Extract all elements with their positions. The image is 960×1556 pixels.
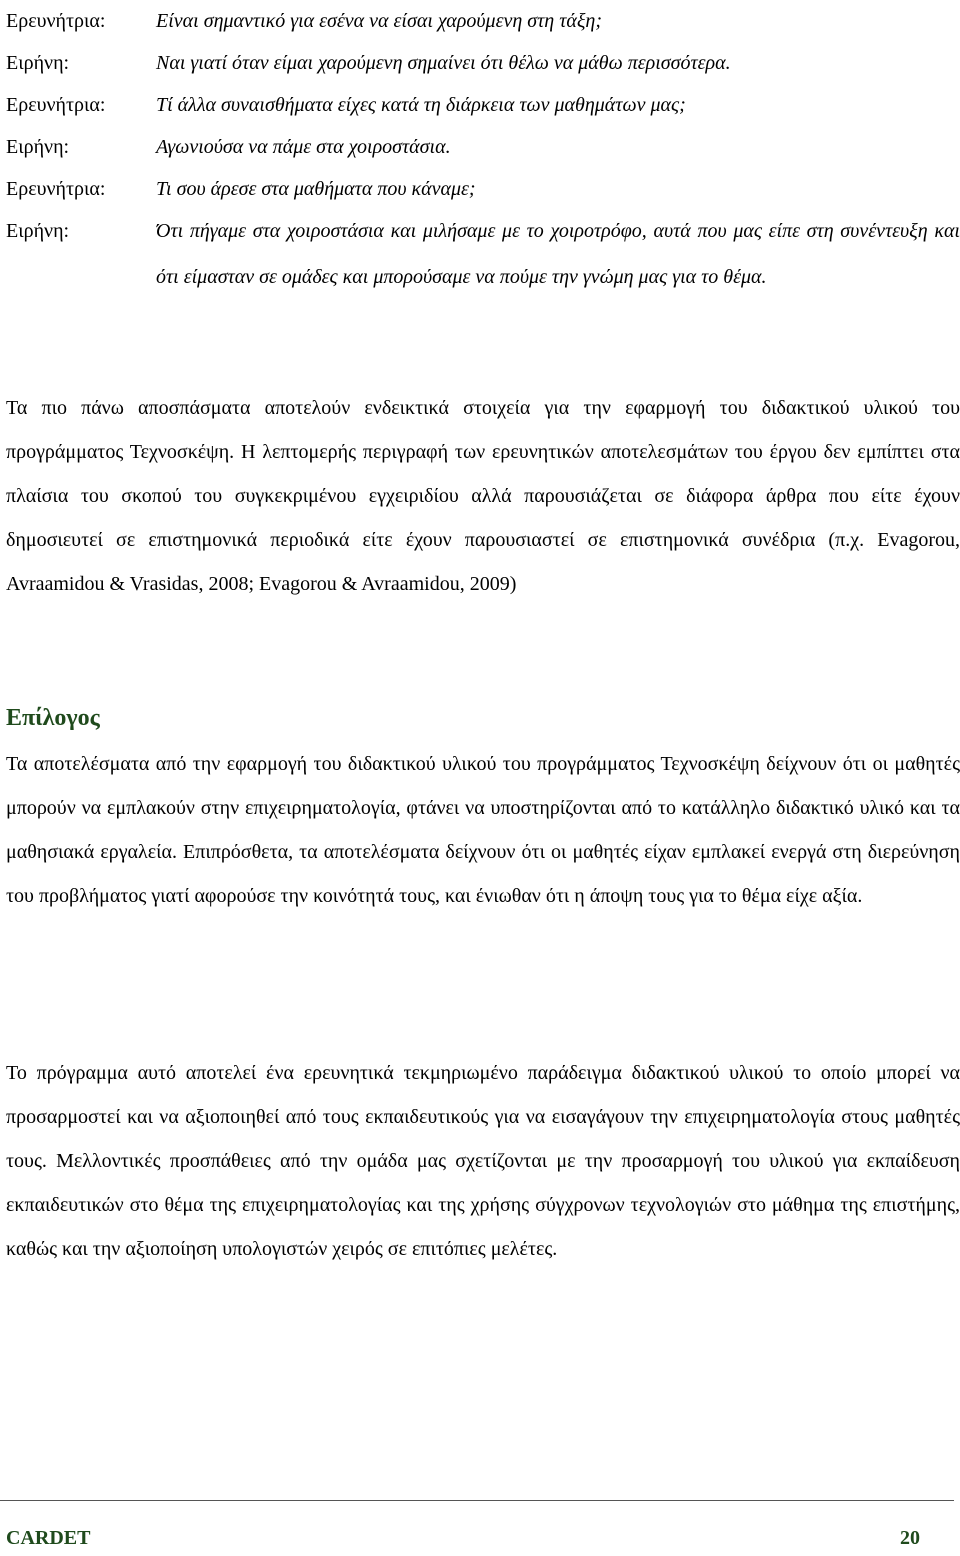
- speaker-label: Ειρήνη:: [6, 52, 70, 74]
- transcript-turn: [6, 0, 960, 42]
- transcript-turn: [6, 208, 960, 300]
- speaker-label: Ερευνήτρια:: [6, 10, 106, 32]
- utterance-text: Είναι σημαντικό για εσένα να είσαι χαρούμενη στη τάξη;: [156, 10, 603, 32]
- speaker-label: Ερευνήτρια:: [6, 94, 106, 116]
- utterance-text: Τί άλλα συναισθήματα είχες κατά τη διάρκεια των μαθημάτων μας;: [156, 94, 686, 116]
- page-number: 20: [900, 1527, 920, 1549]
- transcript-turn: [6, 126, 960, 168]
- transcript-turn: [6, 168, 960, 210]
- speaker-label: Ειρήνη:: [6, 220, 70, 242]
- utterance-text: Ότι πήγαμε στα χοιροστάσια και μιλήσαμε με το χοιροτρόφο, αυτά που μας είπε στη συνέντευξη και ότι είμασταν σε ομάδες και μπορούσαμε να πούμε την γνώμη μας για το θέμα.: [156, 220, 960, 288]
- utterance-text: Ναι γιατί όταν είμαι χαρούμενη σημαίνει ότι θέλω να μάθω περισσότερα.: [156, 52, 731, 74]
- speaker-label: Ερευνήτρια:: [6, 178, 106, 200]
- transcript-turn: [6, 84, 960, 126]
- transcript-turn: [6, 42, 960, 84]
- section-heading: Επίλογος: [6, 705, 100, 731]
- interview-transcript: [6, 0, 960, 300]
- footer-divider: [0, 1500, 954, 1501]
- page-footer: [6, 1524, 920, 1552]
- utterance-text: Αγωνιούσα να πάμε στα χοιροστάσια.: [156, 136, 451, 158]
- intro-paragraph: Τα πιο πάνω αποσπάσματα αποτελούν ενδεικτικά στοιχεία για την εφαρμογή του διδακτικού υλικού του προγράμματος Τεχνοσκέψη. Η λεπτομερής περιγραφή των ερευνητικών αποτελεσμάτων του έργου δεν εμπίπτει στα πλαίσια του σκοπού του συγκεκριμένου εγχειριδίου αλλά παρουσιάζεται σε διάφορα άρθρα που είτε έχουν δημοσιευτεί σε επιστημονικά περιοδικά είτε έχουν παρουσιαστεί σε επιστημονικά συνέδρια (π.χ. Evagorou, Avraamidou & Vrasidas, 2008; Evagorou & Avraamidou, 2009): [6, 397, 960, 595]
- utterance-text: Τι σου άρεσε στα μαθήματα που κάναμε;: [156, 178, 476, 200]
- epilogue-paragraph: Τα αποτελέσματα από την εφαρμογή του διδακτικού υλικού του προγράμματος Τεχνοσκέψη δείχνουν ότι οι μαθητές μπορούν να εμπλακούν στην επιχειρηματολογία, φτάνει να υποστηρίζονται από το κατάλληλο διδακτικό υλικό και τα μαθησιακά εργαλεία. Επιπρόσθετα, τα αποτελέσματα δείχνουν ότι οι μαθητές είχαν εμπλακεί ενεργά στη διερεύνηση του προβλήματος γιατί αφορούσε την κοινότητά τους, και ένιωθαν ότι η άποψη τους για το θέμα είχε αξία.: [6, 753, 960, 907]
- epilogue-paragraph: Το πρόγραμμα αυτό αποτελεί ένα ερευνητικά τεκμηριωμένο παράδειγμα διδακτικού υλικού το οποίο μπορεί να προσαρμοστεί και να αξιοποιηθεί από τους εκπαιδευτικούς για να εισαγάγουν την επιχειρηματολογία στους μαθητές τους. Μελλοντικές προσπάθειες από την ομάδα μας σχετίζονται με την προσαρμογή του υλικού για εκπαίδευση εκπαιδευτικών στο θέμα της επιχειρηματολογίας και της χρήσης σύγχρονων τεχνολογιών στο μάθημα της επιστήμης, καθώς και την αξιοποίηση υπολογιστών χειρός σε επιτόπιες μελέτες.: [6, 1062, 960, 1260]
- speaker-label: Ειρήνη:: [6, 136, 70, 158]
- footer-organization: CARDET: [6, 1527, 91, 1549]
